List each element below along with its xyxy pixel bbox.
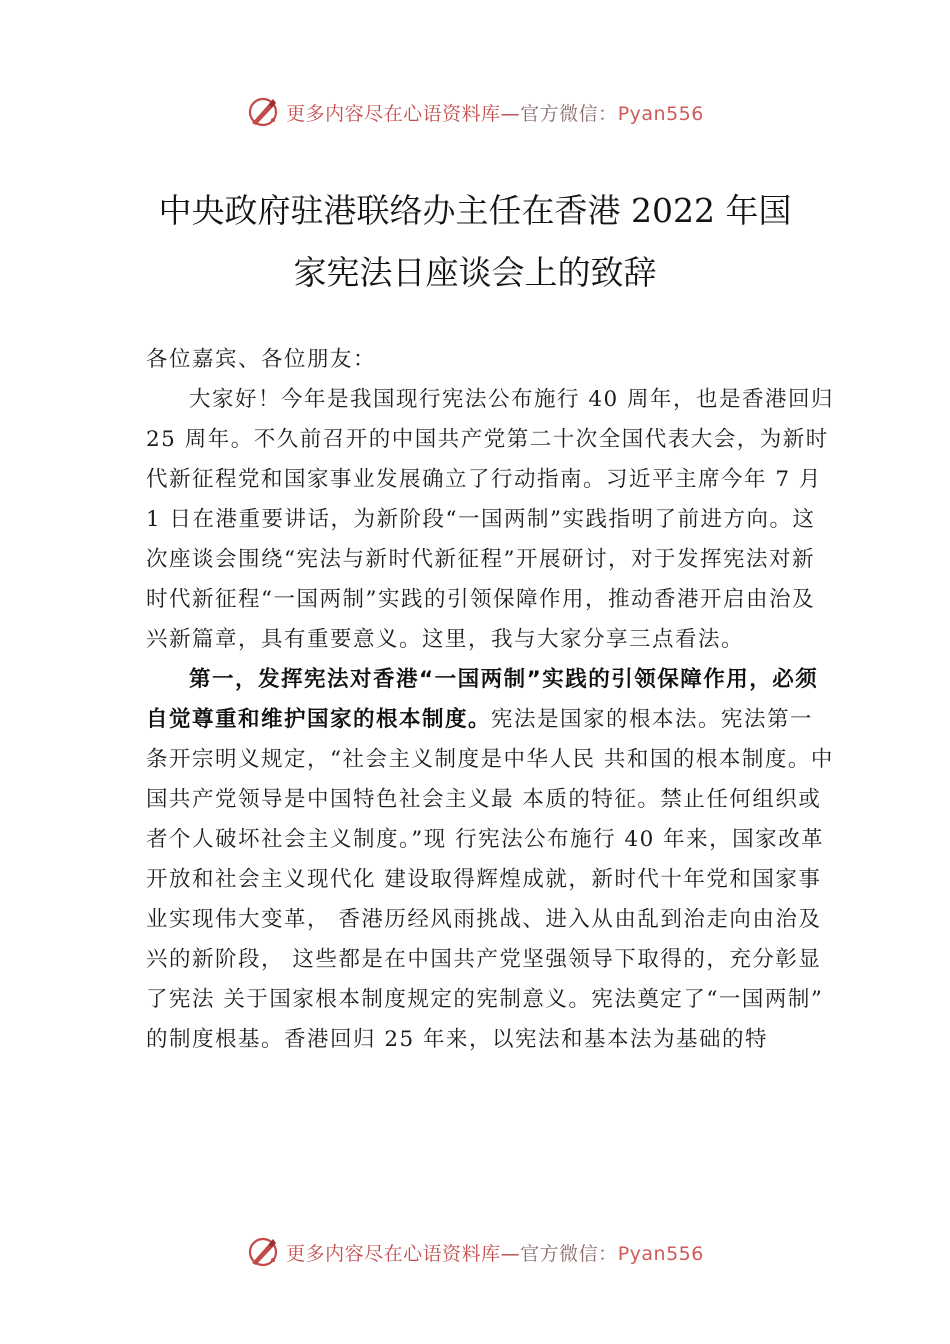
watermark-site-text: 更多内容尽在心语资料库 [286, 102, 501, 125]
salutation: 各位嘉宾、各位朋友： [146, 347, 377, 372]
watermark-banner-top [0, 92, 950, 132]
watermark-site-text: 更多内容尽在心语资料库 [286, 1242, 501, 1265]
title-line-1: 中央政府驻港联络办主任在香港 2022 年国 [158, 191, 792, 230]
watermark-wechat-id: Pyan556 [617, 1242, 704, 1265]
title-line-2: 家宪法日座谈会上的致辞 [293, 253, 657, 292]
watermark-wechat-id: Pyan556 [617, 102, 704, 125]
watermark-separator: — [500, 102, 521, 125]
paragraph-2-heading: 第一，发挥宪法对香港“一国两制”实践的引领保障作用，必须自觉尊重和维护国家的根本制度。 [146, 667, 819, 732]
watermark-separator: — [500, 1242, 521, 1265]
watermark-text [286, 99, 704, 126]
pen-logo-icon [246, 1235, 280, 1269]
watermark-banner-bottom [0, 1232, 950, 1272]
watermark-wechat-label: 官方微信： [520, 102, 618, 125]
paragraph-2-text: 宪法是国家的根本法。宪法第一条开宗明义规定，“社会主义制度是中华人民 共和国的根本制度。中国共产党领导是中国特色社会主义最 本质的特征。禁止任何组织或者个人破坏社会主义制度。”现 行宪法公布施行 40 年来，国家改革开放和社会主义现代化 建设取得辉煌成就，新时代十年党和国家事业实现伟大变革， 香港历经风雨挑战、进入从由乱到治走向由治及兴的新阶段， 这些都是在中国共产党坚强领导下取得的，充分彰显了宪法 关于国家根本制度规定的宪制意义。宪法奠定了“一国两制” 的制度根基。香港回归 25 年来，以宪法和基本法为基础的特 [146, 707, 834, 1052]
document-title [100, 180, 850, 304]
pen-logo-icon [246, 95, 280, 129]
paragraph-2 [146, 660, 836, 1060]
document-body [146, 340, 836, 1060]
paragraph-1: 大家好！今年是我国现行宪法公布施行 40 周年，也是香港回归 25 周年。不久前召开的中国共产党第二十次全国代表大会，为新时代新征程党和国家事业发展确立了行动指南。习近平主席今年 7 月 1 日在港重要讲话，为新阶段“一国两制”实践指明了前进方向。这次座谈会围绕“宪法与新时代新征程”开展研讨，对于发挥宪法对新时代新征程“一国两制”实践的引领保障作用，推动香港开启由治及兴新篇章，具有重要意义。这里，我与大家分享三点看法。 [146, 387, 835, 652]
watermark-text [286, 1239, 704, 1266]
watermark-wechat-label: 官方微信： [520, 1242, 618, 1265]
